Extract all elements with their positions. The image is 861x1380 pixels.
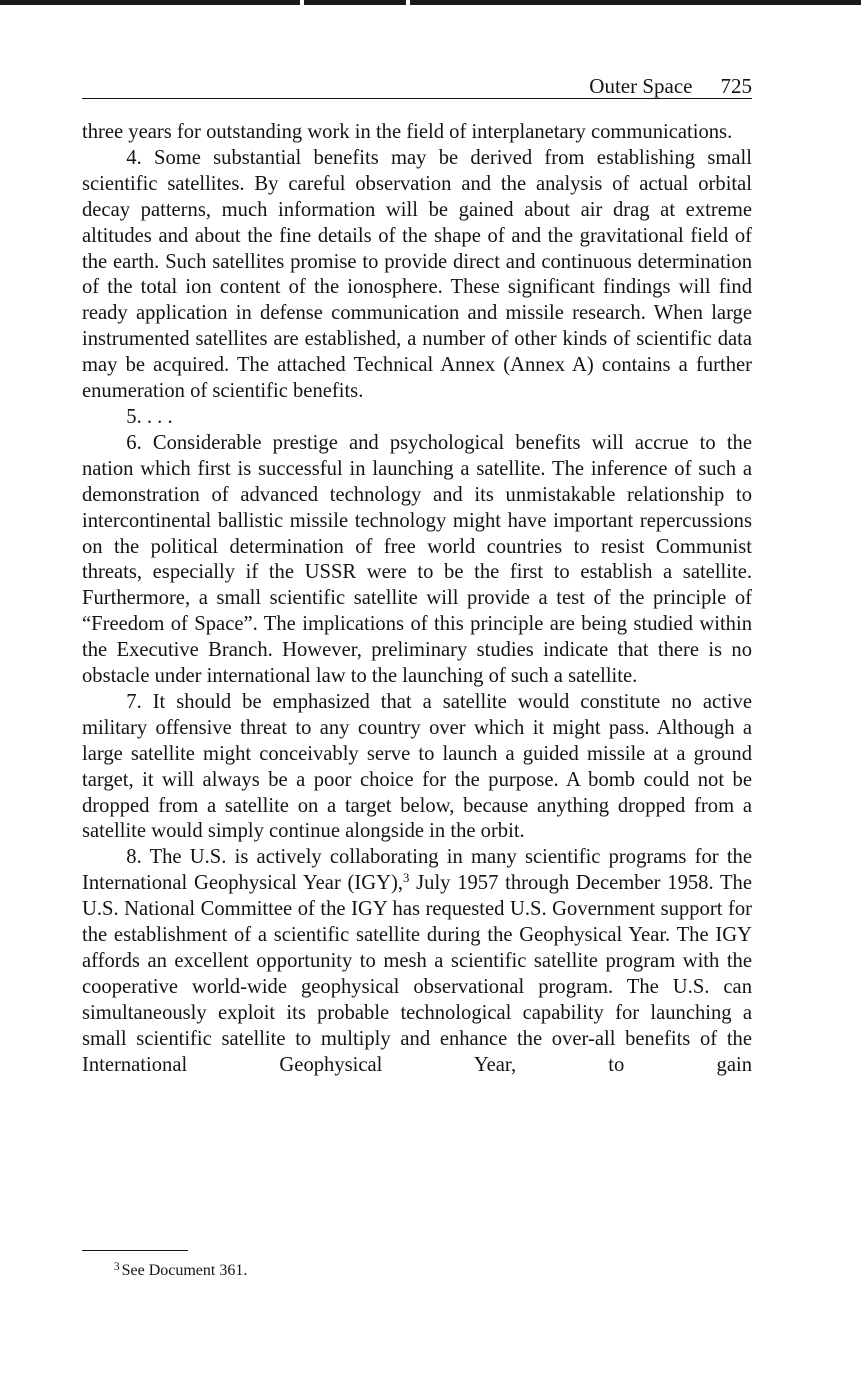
footnote-text: See Document 361. <box>121 1262 248 1279</box>
scan-top-edge <box>0 0 861 5</box>
paragraph-8-text-start: 8. The U.S. is actively collaborating in many scientific programs for the International Geophysical Year (IGY), <box>82 846 752 895</box>
paragraph-7: 7. It should be emphasized that a satellite would constitute no active military offensive threat to any country over which it might pass. Although a large satellite might conceivably serve to launch a guided missile at a ground target, it will always be a poor choice for the purpose. A bomb could not be dropped from a satellite on a target below, because anything dropped from a satellite would simply continue alongside in the orbit. <box>82 690 752 843</box>
footnote-reference[interactable]: 3 <box>403 871 410 886</box>
scan-edge-gap <box>300 0 304 5</box>
body-text <box>82 120 752 1079</box>
footnote-mark: 3 <box>114 1260 120 1273</box>
section-title: Outer Space <box>589 74 693 98</box>
paragraph-continuation: three years for outstanding work in the field of interplanetary communications. <box>82 121 733 143</box>
paragraph-5: 5. . . . <box>126 405 173 428</box>
footnote-rule <box>82 1250 188 1251</box>
paragraph-8-text-end: July 1957 through December 1958. The U.S. National Committee of the IGY has requested U.S. Government support for the establishment of a scientific satellite during the Geophysical Year. The IGY affords an excellent opportunity to mesh a scientific satellite program with the cooperative world-wide geophysical observational program. The U.S. can simultaneously exploit its probable technological capability for launching a small scientific satellite to multiply and enhance the over-all benefits of the International Geophysical Year, to gain <box>82 872 752 1076</box>
running-head <box>82 74 752 99</box>
paragraph-6: 6. Considerable prestige and psychological benefits will accrue to the nation which first is successful in launching a satellite. The inference of such a demonstration of advanced technology and its unmistakable relationship to intercontinental ballistic missile technology might have important repercussions on the political determination of free world countries to resist Communist threats, especially if the USSR were to be the first to establish a satellite. Furthermore, a small scientific satellite will provide a test of the principle of “Freedom of Space”. The implications of this principle are being studied within the Executive Branch. However, preliminary studies indicate that there is no obstacle under international law to the launching of such a satellite. <box>82 431 752 688</box>
footnote <box>114 1261 247 1281</box>
scan-edge-gap <box>406 0 410 5</box>
paragraph-8 <box>82 845 752 1078</box>
page-number: 725 <box>720 74 752 98</box>
paragraph-4: 4. Some substantial benefits may be derived from establishing small scientific satellites. By careful observation and the analysis of actual orbital decay patterns, much information will be gained about air drag at extreme altitudes and about the fine details of the shape of and the gravitational field of the earth. Such satellites promise to provide direct and continuous determination of the total ion content of the ionosphere. These significant findings will find ready application in defense communication and missile research. When large instrumented satellites are established, a number of other kinds of scientific data may be acquired. The attached Technical Annex (Annex A) contains a further enumeration of scientific benefits. <box>82 146 752 403</box>
